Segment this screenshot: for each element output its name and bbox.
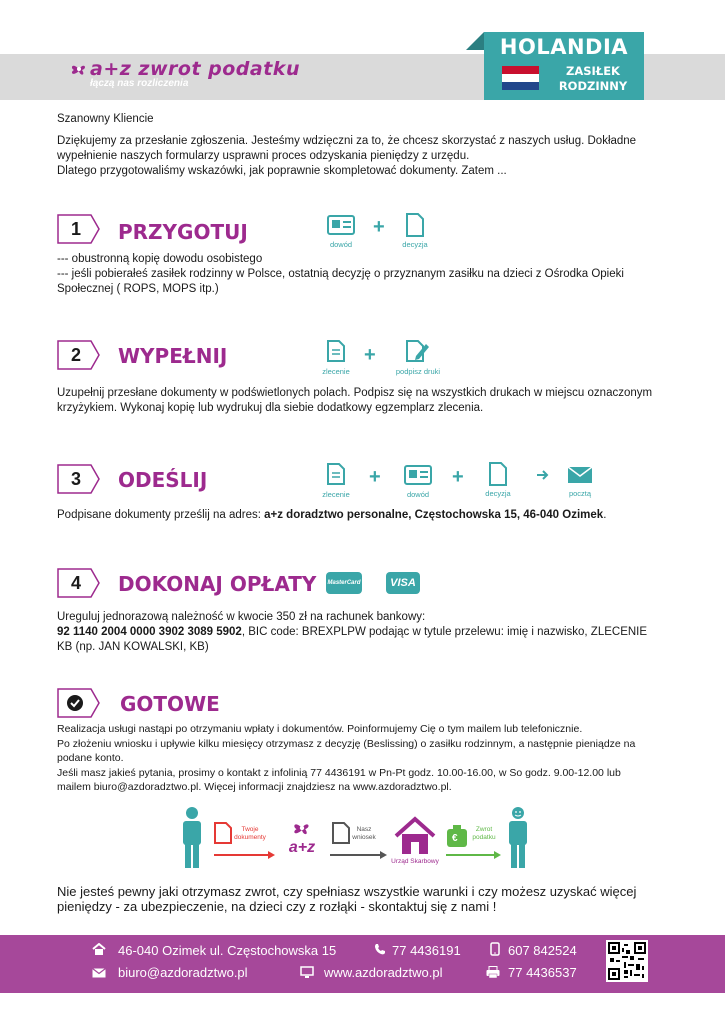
netherlands-flag-icon bbox=[502, 66, 539, 90]
footer-website[interactable]: www.azdoradztwo.pl bbox=[324, 965, 443, 980]
mailing-address: a+z doradztwo personalne, Częstochowska 15, 46-040 Ozimek bbox=[264, 509, 604, 521]
footer-mobile[interactable]: 607 842524 bbox=[508, 943, 577, 958]
brand-flower-icon bbox=[290, 818, 314, 838]
id-card-icon: dowód bbox=[323, 215, 359, 249]
person-happy-icon bbox=[504, 806, 532, 873]
sign-forms-icon: podpisz druki bbox=[388, 340, 448, 376]
decision-document-icon: decyzja bbox=[397, 213, 433, 249]
tax-office-icon bbox=[394, 816, 436, 861]
brand-flower-icon bbox=[68, 60, 90, 78]
benefit-label: ZASIŁEK RODZINNY bbox=[558, 64, 628, 93]
step-2-title: WYPEŁNIJ bbox=[118, 344, 228, 368]
greeting: Szanowny Kliencie bbox=[57, 113, 154, 125]
monitor-icon bbox=[300, 966, 314, 981]
mastercard-icon: MasterCard bbox=[326, 572, 362, 594]
envelope-icon: pocztą bbox=[562, 466, 598, 498]
plus-icon: + bbox=[369, 466, 381, 488]
bank-account-number: 92 1140 2004 0000 3902 3089 5902 bbox=[57, 626, 242, 638]
brand-tagline: łączą nas rozliczenia bbox=[90, 78, 189, 89]
country-fold bbox=[466, 32, 484, 50]
phone-icon bbox=[374, 943, 386, 958]
done-text: Realizacja usługi nastąpi po otrzymaniu wpłaty i dokumentów. Poinformujemy Cię o tym mailem lub telefonicznie. Po złożeniu wniosku i upływie kilku miesięcy otrzymasz z decyzję (Beslissing) o zasiłku rodzinnym, a następnie pieniądze na podane konto. Jeśli masz jakieś pytania, prosimy o kontakt z infolinią 77 4436191 w Pn-Pt godz. 10.00-16.00, w So godz. 9.00-12.00 lub mailem biuro@azdoradztwo.pl. Więcej informacji znajdziesz na www.azdoradztwo.pl. bbox=[57, 723, 636, 793]
country-name: HOLANDIA bbox=[499, 35, 629, 59]
plus-icon: + bbox=[373, 216, 385, 238]
step-4-text: Ureguluj jednorazową należność w kwocie 350 zł na rachunek bankowy: 92 1140 2004 0000 3902 3089 5902, BIC code: BREXPLPW podając w tytule przelewu: imię i nazwisko, ZLECENIE KB (np. JAN KOWALSKI, KB) bbox=[57, 611, 648, 653]
home-icon bbox=[92, 943, 106, 958]
person-client-icon bbox=[178, 806, 206, 873]
footer-email[interactable]: biuro@azdoradztwo.pl bbox=[118, 965, 248, 980]
our-request-label: Nasz wniosek bbox=[352, 826, 376, 841]
step-3-title: ODEŚLIJ bbox=[118, 468, 208, 492]
step-1-badge: 1 bbox=[57, 214, 101, 244]
plus-icon: + bbox=[364, 344, 376, 366]
arrow-gray bbox=[330, 846, 388, 864]
decision-document-icon: decyzja bbox=[480, 462, 516, 498]
arrow-green bbox=[446, 846, 502, 864]
tax-office-label: Urząd Skarbowy bbox=[391, 858, 439, 865]
step-2-badge: 2 bbox=[57, 340, 101, 370]
footer-address: 46-040 Ozimek ul. Częstochowska 15 bbox=[118, 943, 337, 958]
done-badge bbox=[57, 688, 101, 718]
email-icon bbox=[92, 967, 106, 981]
id-card-icon: dowód bbox=[400, 465, 436, 499]
step-3-text: Podpisane dokumenty prześlij na adres: a+z doradztwo personalne, Częstochowska 15, 46-040 Ozimek. bbox=[57, 509, 607, 521]
step-3-badge: 3 bbox=[57, 464, 101, 494]
logo bbox=[68, 58, 300, 89]
step-1-title: PRZYGOTUJ bbox=[118, 220, 248, 244]
intro-text: Dziękujemy za przesłanie zgłoszenia. Jesteśmy wdzięczni za to, że chcesz skorzystać z naszych usług. Dokładne wypełnienie naszych formularzy usprawni proces odzyskania pieniędzy z urzędu. Dlatego przygotowaliśmy wskazówki, jak poprawnie skompletować dokumenty. Zatem ... bbox=[57, 135, 637, 177]
refund-label: Zwrot podatku bbox=[472, 826, 496, 841]
order-form-icon: zlecenie bbox=[318, 463, 354, 499]
brand-name: a+z zwrot podatku bbox=[90, 58, 300, 80]
qr-code bbox=[606, 940, 648, 982]
euro-icon: € bbox=[452, 833, 458, 844]
brand-mark: a+z bbox=[282, 818, 322, 857]
footer-fax: 77 4436537 bbox=[508, 965, 577, 980]
arrow-right-icon bbox=[536, 468, 550, 486]
your-documents-label: Twoje dokumenty bbox=[234, 826, 266, 841]
step-4-badge: 4 bbox=[57, 568, 101, 598]
footer-phone[interactable]: 77 4436191 bbox=[392, 943, 461, 958]
order-form-icon: zlecenie bbox=[318, 340, 354, 376]
step-4-title: DOKONAJ OPŁATY bbox=[118, 572, 317, 596]
arrow-red bbox=[214, 846, 276, 864]
step-2-text: Uzupełnij przesłane dokumenty w podświetlonych polach. Podpisz się na wszystkich drukach w miejscu oznaczonym krzyżykiem. Wykonaj kopię lub wydrukuj dla siebie dodatkowy egzemplarz zlecenia. bbox=[57, 387, 653, 414]
closing-text: Nie jesteś pewny jaki otrzymasz zwrot, czy spełniasz wszystkie warunki i czy możesz uzyskać więcej pieniędzy - za ubezpieczenie, na dzieci czy z rozłąki - skontaktuj się z nami ! bbox=[57, 884, 637, 914]
mobile-icon bbox=[490, 942, 500, 959]
plus-icon: + bbox=[452, 466, 464, 488]
done-title: GOTOWE bbox=[120, 692, 220, 716]
visa-icon: VISA bbox=[386, 572, 420, 594]
fax-icon bbox=[486, 966, 500, 981]
step-1-text: --- obustronną kopię dowodu osobistego --- jeśli pobierałeś zasiłek rodzinny w Polsce, ostatnią decyzję o przyznanym zasiłku na dzieci z Ośrodka Opieki Społecznej ( ROPS, MOPS itp.) bbox=[57, 253, 624, 295]
